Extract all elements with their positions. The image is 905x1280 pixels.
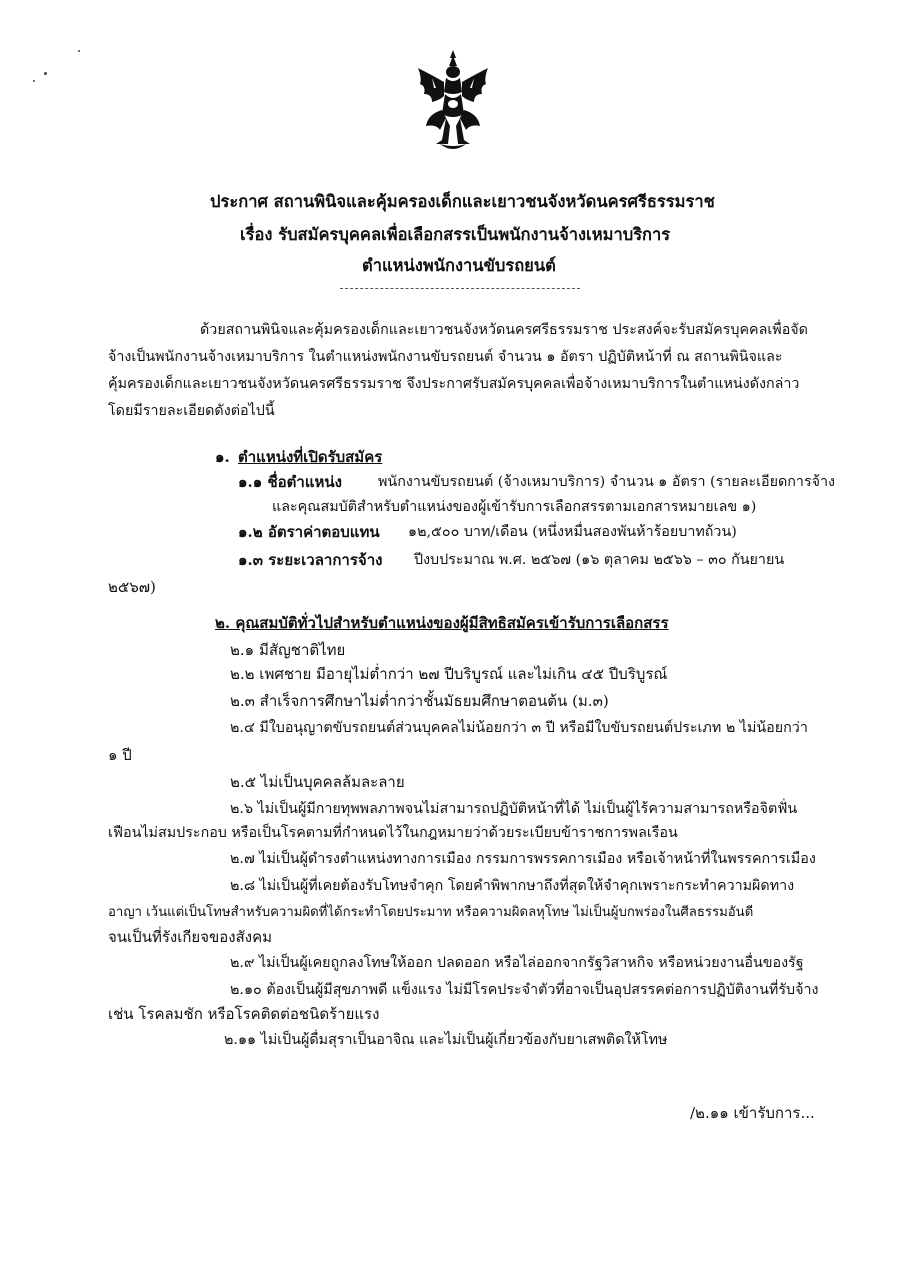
item-2-8-cont: อาญา เว้นแต่เป็นโทษสำหรับความผิดที่ได้กระทำโดยประมาท หรือความผิดลหุโทษ ไม่เป็นผู้บกพร่องในศีลธรรมอันดี <box>108 905 754 920</box>
intro-line: คุ้มครองเด็กและเยาวชนจังหวัดนครศรีธรรมราช จึงประกาศรับสมัครบุคคลเพื่อจ้างเหมาบริการในตำแหน่งดังกล่าว <box>108 376 800 392</box>
item-2-10: ๒.๑๐ ต้องเป็นผู้มีสุขภาพดี แข็งแรง ไม่มีโรคประจำตัวที่อาจเป็นอุปสรรคต่อการปฏิบัติงานที่รับจ้าง <box>230 982 819 998</box>
page-continuation: /๒.๑๑ เข้ารับการ... <box>690 1104 815 1122</box>
item-2-10-cont: เช่น โรคลมชัก หรือโรคติดต่อชนิดร้ายแรง <box>108 1005 380 1023</box>
title-divider <box>340 288 580 289</box>
section1-heading: ตำแหน่งที่เปิดรับสมัคร <box>238 448 383 466</box>
item-2-5: ๒.๕ ไม่เป็นบุคคลล้มละลาย <box>230 773 405 791</box>
intro-line: จ้างเป็นพนักงานจ้างเหมาบริการ ในตำแหน่งพนักงานขับรถยนต์ จำนวน ๑ อัตรา ปฏิบัติหน้าที่ ณ สถานพินิจและ <box>108 349 783 365</box>
announcement-title: ประกาศ สถานพินิจและคุ้มครองเด็กและเยาวชนจังหวัดนครศรีธรรมราช <box>210 192 715 211</box>
item-1-3-text: ปีงบประมาณ พ.ศ. ๒๕๖๗ (๑๖ ตุลาคม ๒๕๖๖ – ๓๐ กันยายน <box>414 552 785 568</box>
item-1-1-text: พนักงานขับรถยนต์ (จ้างเหมาบริการ) จำนวน ๑ อัตรา (รายละเอียดการจ้าง <box>378 474 836 490</box>
scan-speck <box>33 80 35 82</box>
item-2-8-cont: จนเป็นที่รังเกียจของสังคม <box>108 928 272 946</box>
item-2-6-cont: เฟือนไม่สมประกอบ หรือเป็นโรคตามที่กำหนดไว้ในกฎหมายว่าด้วยระเบียบข้าราชการพลเรือน <box>108 825 678 841</box>
intro-line: ด้วยสถานพินิจและคุ้มครองเด็กและเยาวชนจังหวัดนครศรีธรรมราช ประสงค์จะรับสมัครบุคคลเพื่อจัด <box>200 322 808 338</box>
item-2-1: ๒.๑ มีสัญชาติไทย <box>230 641 346 659</box>
scan-speck <box>44 72 47 75</box>
item-1-2-label: ๑.๒ อัตราค่าตอบแทน <box>238 523 380 541</box>
section1-number: ๑. <box>215 448 230 466</box>
item-2-4: ๒.๔ มีใบอนุญาตขับรถยนต์ส่วนบุคคลไม่น้อยกว่า ๓ ปี หรือมีใบขับรถยนต์ประเภท ๒ ไม่น้อยกว่า <box>230 720 808 736</box>
item-1-2-text: ๑๒,๕๐๐ บาท/เดือน (หนึ่งหมื่นสองพันห้าร้อยบาทถ้วน) <box>408 524 737 540</box>
item-2-8: ๒.๘ ไม่เป็นผู้ที่เคยต้องรับโทษจำคุก โดยคำพิพากษาถึงที่สุดให้จำคุกเพราะกระทำความผิดทาง <box>230 878 795 894</box>
scan-speck <box>78 50 80 52</box>
announcement-position: ตำแหน่งพนักงานขับรถยนต์ <box>362 256 556 275</box>
item-2-2: ๒.๒ เพศชาย มีอายุไม่ต่ำกว่า ๒๗ ปีบริบูรณ์ และไม่เกิน ๔๕ ปีบริบูรณ์ <box>230 665 668 683</box>
announcement-subject: เรื่อง รับสมัครบุคคลเพื่อเลือกสรรเป็นพนักงานจ้างเหมาบริการ <box>240 225 671 244</box>
garuda-emblem-icon <box>412 48 494 156</box>
item-1-1-label: ๑.๑ ชื่อตำแหน่ง <box>238 473 342 491</box>
intro-line: โดยมีรายละเอียดดังต่อไปนี้ <box>108 403 275 419</box>
item-2-7: ๒.๗ ไม่เป็นผู้ดำรงตำแหน่งทางการเมือง กรรมการพรรคการเมือง หรือเจ้าหน้าที่ในพรรคการเมือง <box>230 851 816 867</box>
item-1-3-cont: ๒๕๖๗) <box>108 578 156 596</box>
item-2-4-cont: ๑ ปี <box>108 746 132 764</box>
item-2-11: ๒.๑๑ ไม่เป็นผู้ดื่มสุราเป็นอาจิณ และไม่เป็นผู้เกี่ยวข้องกับยาเสพติดให้โทษ <box>224 1032 668 1048</box>
item-2-3: ๒.๓ สำเร็จการศึกษาไม่ต่ำกว่าชั้นมัธยมศึกษาตอนต้น (ม.๓) <box>230 692 609 710</box>
item-1-3-label: ๑.๓ ระยะเวลาการจ้าง <box>238 551 383 569</box>
item-2-6: ๒.๖ ไม่เป็นผู้มีกายทุพพลภาพจนไม่สามารถปฏิบัติหน้าที่ได้ ไม่เป็นผู้ไร้ความสามารถหรือจิตฟั่น <box>230 801 798 817</box>
item-1-1-cont: และคุณสมบัติสำหรับตำแหน่งของผู้เข้ารับการเลือกสรรตามเอกสารหมายเลข ๑) <box>272 499 757 515</box>
section2-heading: ๒. คุณสมบัติทั่วไปสำหรับตำแหน่งของผู้มีสิทธิสมัครเข้ารับการเลือกสรร <box>215 614 669 632</box>
item-2-9: ๒.๙ ไม่เป็นผู้เคยถูกลงโทษให้ออก ปลดออก หรือไล่ออกจากรัฐวิสาหกิจ หรือหน่วยงานอื่นของรัฐ <box>230 955 804 971</box>
